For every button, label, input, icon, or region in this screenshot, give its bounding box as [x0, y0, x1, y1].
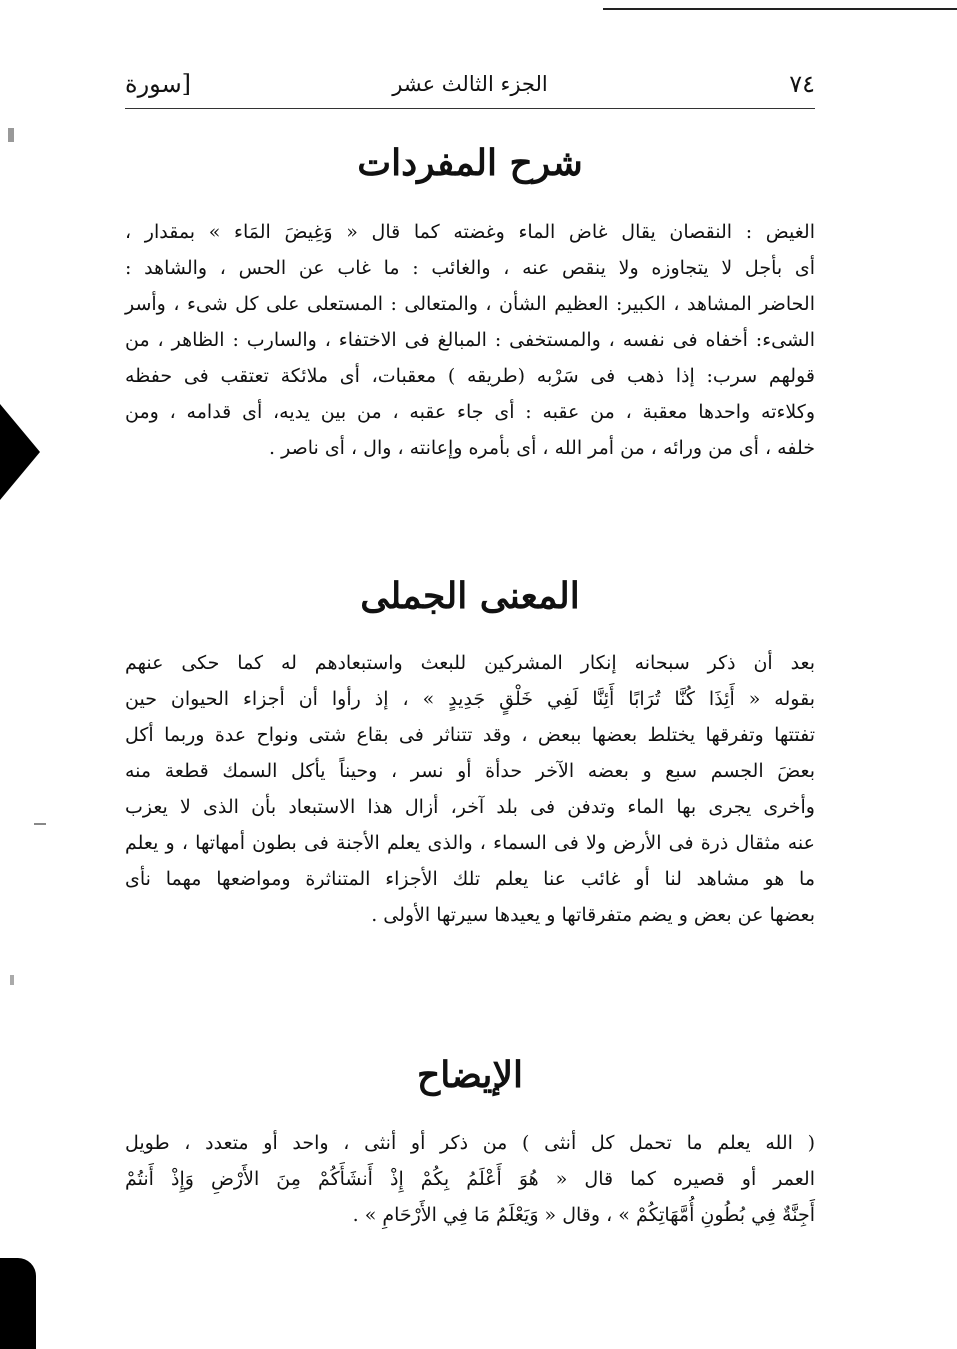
header-rule: [125, 108, 815, 109]
scan-margin-blot: [0, 1258, 36, 1349]
text-line: وأخرى يجرى بها الماء وتدفن فى بلد آخر، أزال هذا الاستبعاد بأن الذى لا يعزب: [125, 796, 815, 818]
text-line: بعضها عن بعض و يضم متفرقاتها و يعيدها سيرتها الأولى .: [371, 904, 815, 926]
text-line: أَجِنَّةٌ فِي بُطُونِ أُمَّهَاتِكُمْ » ، وقال « وَيَعْلَمُ مَا فِي الأَرْحَامِ » .: [352, 1204, 815, 1226]
vocabulary-paragraph: [125, 214, 815, 466]
heading-vocabulary: شرح المفردات: [357, 142, 583, 184]
surah-tag: [سورة: [125, 70, 192, 98]
text-line: وكلاءته واحدها معقبة ، من عقبه : أى جاء عقبه ، من بين يديه، أى قدامه ، ومن: [125, 401, 815, 423]
text-line: ما هو مشاهد لنا أو غائب عنا يعلم تلك الأجزاء المتناثرة ومواضعها مهما نأى: [125, 868, 815, 890]
heading-explanation: الإيضاح: [417, 1054, 523, 1096]
scan-margin-mark: [0, 404, 40, 500]
scan-speck: [34, 823, 46, 825]
scan-speck: [10, 975, 14, 985]
text-line: الشىء: أخفاه فى نفسه ، والمستخفى : المبالغ فى الاختفاء ، والسارب : الظاهر ، من: [125, 329, 815, 351]
text-line: بعضَ الجسم سبع و بعضه الآخر حدأة أو نسر ، وحيناً يأكل السمك قطعة منه: [125, 760, 815, 782]
page-header: [125, 62, 815, 110]
text-line: الغيض : النقصان يقال غاض الماء وغضته كما قال « وَغِيضَ المَاء » بمقدار ،: [125, 221, 815, 243]
text-line: ( الله يعلم ما تحمل كل أنثى ) من ذكر أو أنثى ، واحد أو متعدد ، طويل: [125, 1132, 815, 1154]
text-line: بقوله « أَئِذَا كُنَّا تُرَابًا أَئِنَّا لَفِي خَلْقٍ جَدِيدٍ » ، إذ رأوا أن أجزاء الحيوان حين: [125, 688, 815, 710]
text-line: أى بأجل لا يتجاوزه ولا ينقص عنه ، والغائب : ما غاب عن الحس ، والشاهد :: [125, 257, 815, 279]
page-number: ٧٤: [789, 70, 815, 98]
explanation-paragraph: [125, 1125, 815, 1233]
text-line: تفتتها وتفرقها يختلط بعضها ببعض ، وقد تتناثر فى بقاع شتى ونواح عدة وربما أكل: [125, 724, 815, 746]
text-line: خلفه ، أى من ورائه ، من أمر الله ، أى بأمره وإعانته ، وال ، أى ناصر .: [269, 437, 815, 459]
text-line: قولهم سرب: إذا ذهب فى سَرْبه (طريقه ) معقبات، أى ملائكة تعتقب فى حفظه: [125, 365, 815, 387]
running-title: الجزء الثالث عشر: [392, 72, 548, 96]
scan-speck: [8, 128, 14, 142]
general-meaning-paragraph: [125, 645, 815, 933]
heading-general-meaning: المعنى الجملى: [360, 575, 580, 617]
text-line: الحاضر المشاهد ، الكبير: العظيم الشأن ، والمتعالى : المستعلى على كل شىء ، وأسر: [125, 293, 815, 315]
text-line: العمر أو قصيره كما قال « هُوَ أَعْلَمُ بِكُمْ إِذْ أَنشَأَكُمْ مِنَ الأَرْضِ وَإِذْ أَنتُمْ: [125, 1168, 815, 1190]
top-edge-rule: [603, 8, 957, 10]
text-line: عنه مثقال ذرة فى الأرض ولا فى السماء ، والذى يعلم الأجنة فى بطون أمهاتها ، و يعلم: [125, 832, 815, 854]
text-line: بعد أن ذكر سبحانه إنكار المشركين للبعث واستبعادهم له كما حكى عنهم: [125, 652, 815, 674]
